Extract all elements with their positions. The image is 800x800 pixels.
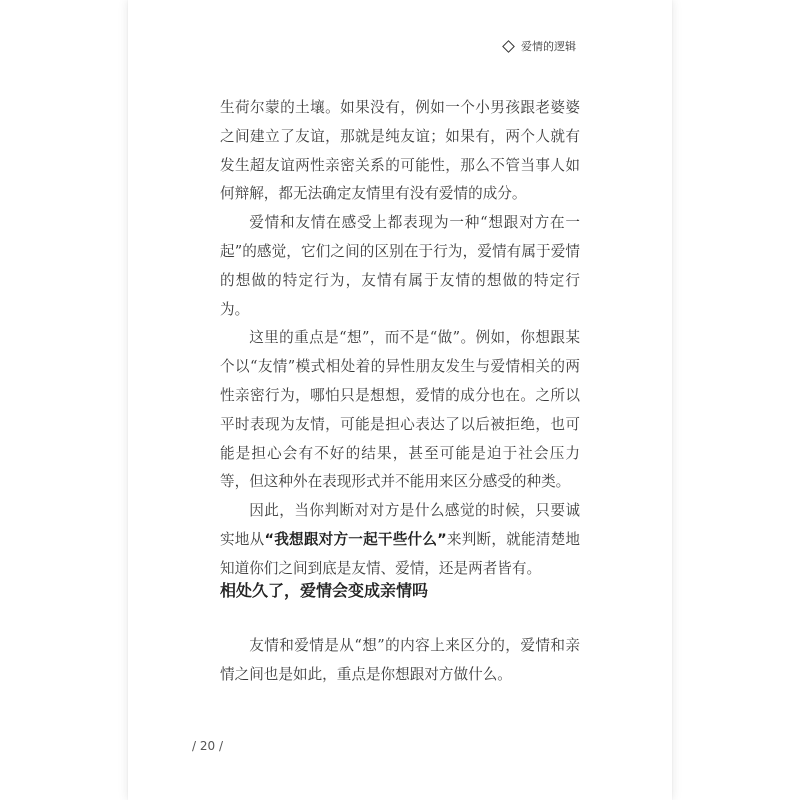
emphasis-text: “我想跟对方一起干些什么”	[264, 530, 447, 548]
running-header	[504, 38, 576, 54]
paragraph	[220, 497, 580, 583]
chapter-title: 爱情的逻辑	[521, 40, 576, 53]
diamond-icon	[502, 40, 515, 53]
book-page	[128, 0, 672, 800]
paragraph-continued: 生荷尔蒙的土壤。如果没有，例如一个小男孩跟老婆婆之间建立了友谊，那就是纯友谊；如果有，两个人就有发生超友谊两性亲密关系的可能性，那么不管当事人如何辩解，都无法确定友情里有没有爱情的成分。	[220, 99, 580, 203]
paragraph-text: 因此，当你判断对对方是什么感觉的时候，只要诚实地从	[220, 502, 580, 548]
paragraph: 爱情和友情在感受上都表现为一种“想跟对方在一起”的感觉，它们之间的区别在于行为，爱情有属于爱情的想做的特定行为，友情有属于友情的想做的特定行为。	[220, 214, 580, 318]
section-heading: 相处久了，爱情会变成亲情吗	[220, 581, 429, 600]
paragraph: 友情和爱情是从“想”的内容上来区分的，爱情和亲情之间也是如此，重点是你想跟对方做什么。	[220, 637, 580, 683]
section-body	[220, 632, 580, 690]
page-number: / 20 /	[192, 739, 223, 753]
paragraph: 这里的重点是“想”，而不是“做”。例如，你想跟某个以“友情”模式相处着的异性朋友发生与爱情相关的两性亲密行为，哪怕只是想想，爱情的成分也在。之所以平时表现为友情，可能是担心表达了以后被拒绝，也可能是担心会有不好的结果，甚至可能是迫于社会压力等，但这种外在表现形式并不能用来区分感受的种类。	[220, 329, 580, 491]
paragraph-text: 来判断，就能清楚地知道你们之间到底是友情、爱情，还是两者皆有。	[220, 530, 580, 577]
body-text	[220, 94, 580, 584]
